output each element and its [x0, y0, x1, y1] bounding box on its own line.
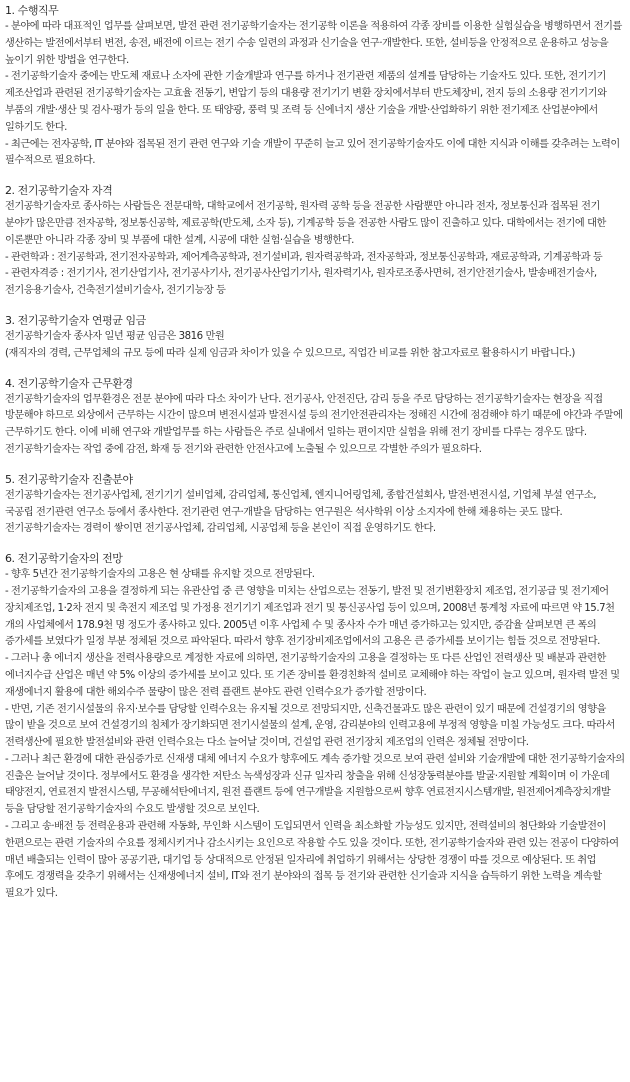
paragraph: 전기공학기술자의 업무환경은 전문 분야에 따라 다소 차이가 난다. 전기공사, 안전진단, 감리 등을 주로 담당하는 전기공학기술자는 현장을 직접 방문해야 하므로 외상에서 근무하는 시간이 많으며 변전시설과 발전시설 등의 전기안전관리자는 정해진 시간에 점검해야 하기 때문에 야간과 주말에 근무하기도 한다. 이에 비해 연구와 개발업무를 하는 사람들은 주로 실내에서 일하는 편이지만 실험을 위해 전기 장비를 다루는 경우도 많다. [5, 393, 623, 439]
section-job-duties [5, 2, 626, 170]
paragraph: 전기공학기술자는 작업 중에 감전, 화재 등 전기와 관련한 안전사고에 노출될 수 있으므로 각별한 주의가 필요하다. [5, 443, 482, 455]
paragraph: - 그러나 최근 환경에 대한 관심증가로 신재생 대체 에너지 수요가 향후에도 계속 증가할 것으로 보여 관련 설비와 기술개발에 대한 전기공학기술자의 진출은 늘어날 것이다. 정부에서도 환경을 생각한 저탄소 녹색성장과 신규 일자리 창출을 위해 신성장동력분야를 발굴·지원할 계획이며 이 가운데 태양전지, 연료전지 발전시스템, 무공해석탄에너지, 원전 플랜트 등에 연구개발을 지원함으로써 향후 연료전지시스템개발, 원전제어계측장치개발 등을 담당할 전기공학기술자의 수요도 발생할 것으로 보인다. [5, 753, 625, 816]
paragraph: - 최근에는 전자공학, IT 분야와 접목된 전기 관련 연구와 기술 개발이 꾸준히 늘고 있어 전기공학기술자도 이에 대한 지식과 이해를 갖추려는 노력이 필수적으로 필요하다. [5, 138, 620, 167]
section-outlook [5, 550, 626, 903]
paragraph: 전기공학기술자는 전기공사업체, 전기기기 설비업체, 감리업체, 통신업체, 엔지니어링업체, 종합건설회사, 발전·변전시설, 기업체 부설 연구소, 국공립 전기관련 연구소 등에서 종사한다. 전기관련 연구·개발을 담당하는 연구원은 석사학위 이상 소지자에 한해 채용하는 곳도 많다. [5, 489, 597, 518]
section-average-wage [5, 312, 626, 363]
section-work-environment [5, 375, 626, 459]
paragraph: - 분야에 따라 대표적인 업무를 살펴보면, 발전 관련 전기공학기술자는 전기공학 이론을 적용하여 각종 장비를 이용한 실험실습을 병행하면서 전기를 생산하는 발전에서부터 변전, 송전, 배전에 이르는 전기 수송 일련의 과정과 신기술을 연구·개발한다. 또한, 설비등을 안정적으로 운용하고 성능을 높이기 위한 방법을 연구한다. [5, 21, 622, 66]
section-title: 4. 전기공학기술자 근무환경 [5, 376, 133, 390]
paragraph: (재직자의 경력, 근무업체의 규모 등에 따라 실제 임금과 차이가 있을 수 있으므로, 직업간 비교를 위한 참고자료로 활용하시기 바랍니다.) [5, 347, 575, 359]
paragraph: - 그러나 총 에너지 생산을 전력사용량으로 계정한 자료에 의하면, 전기공학기술자의 고용을 결정하는 또 다른 산업인 전력생산 및 배분과 관련한 에너지수급 산업은 매년 약 5% 이상의 증가세를 보이고 있다. 또 기존 장비를 환경친화적 설비로 교체해야 하는 작업이 늘고 있으며, 원자력 발전 및 재생에너지 활용에 대한 해외수주 물량이 많은 전력 플랜트 분야도 관련 인력수요가 증가할 전망이다. [5, 653, 620, 698]
section-career-fields [5, 471, 626, 538]
section-title: 2. 전기공학기술자 자격 [5, 184, 113, 198]
paragraph: 전기공학기술자로 종사하는 사람들은 전문대학, 대학교에서 전기공학, 원자력 공학 등을 전공한 사람뿐만 아니라 전자, 정보통신과 접목된 전기 분야가 많은만큼 전자공학, 정보통신공학, 제료공학(반도체, 소자 등), 기계공학 등을 전공한 사람도 많이 진출하고 있다. 대학에서는 전기에 대한 이론뿐만 아니라 각종 장비 및 부품에 대한 설계, 시공에 대한 실험·실습을 병행한다. [5, 201, 606, 246]
paragraph: - 반면, 기존 전기시설물의 유지·보수를 담당할 인력수요는 유지될 것으로 전망되지만, 신축건물과도 많은 관련이 있기 때문에 건설경기의 영향을 많이 받을 것으로 보여 건설경기의 침체가 장기화되면 전기시설물의 설계, 운영, 감리분야의 인력고용에 부정적 영향을 미칠 가능성도 크다. 따라서 전력생산에 필요한 발전설비와 관련 인력수요는 다소 늘어날 것이며, 건설업 관련 전기장치 제조업의 인력은 정체될 전망이다. [5, 703, 615, 749]
paragraph: 전기공학기술자 종사자 일년 평균 임금은 3816 만원 [5, 330, 225, 342]
section-qualifications [5, 182, 626, 300]
section-title: 3. 전기공학기술자 연평균 임금 [5, 313, 146, 327]
paragraph: 전기공학기술자는 경력이 쌓이면 전기공사업체, 감리업체, 시공업체 등을 본인이 직접 운영하기도 한다. [5, 523, 436, 535]
paragraph: - 향후 5년간 전기공학기술자의 고용은 현 상태를 유지할 것으로 전망된다. [5, 569, 315, 581]
paragraph: - 그리고 송·배전 등 전력운용과 관련해 자동화, 무인화 시스템이 도입되면서 인력을 최소화할 가능성도 있지만, 전력설비의 첨단화와 기술발전이 한편으로는 관련 기술자의 수요를 정체시키거나 감소시키는 요인으로 작용할 수도 있을 것이다. 또한, 전기공학기술자와 관련 있는 전공이 다양하여 매년 배출되는 인력이 많아 공공기관, 대기업 등 상대적으로 안정된 일자리에 취업하기 위해서는 상당한 경쟁이 따를 것으로 예상된다. 또 취업 후에도 경쟁력을 갖추기 위해서는 신재생에너지 설비, IT와 전기 분야와의 접목 등 전기와 관련한 신기술과 지식을 습득하기 위한 노력을 계속할 필요가 있다. [5, 821, 619, 900]
section-title: 1. 수행직무 [5, 4, 59, 17]
paragraph: - 관련자격증 : 전기기사, 전기산업기사, 전기공사기사, 전기공사산업기기사, 원자력기사, 원자로조종사면허, 전기안전기술사, 발송배전기술사, 전기응용기술사, 건축전기설비기술사, 전기기능장 등 [5, 268, 597, 297]
section-title: 5. 전기공학기술자 진출분야 [5, 472, 133, 486]
section-title: 6. 전기공학기술자의 전망 [5, 552, 123, 566]
paragraph: - 전기공학기술자의 고용을 결정하게 되는 유관산업 중 큰 영향을 미치는 산업으로는 전동기, 발전 및 전기변환장치 제조업, 전기공급 및 전기제어 장치제조업, 1·2차 전지 및 축전지 제조업 및 가정용 전기기기 제조업과 전기 및 통신공사업 등이 있으며, 2008년 통계청 자료에 따르면 약 15.7천 개의 사업체에서 178.9천 명 정도가 종사하고 있다. 2005년 이후 사업체 수 및 종사자 수가 매년 증가하고는 있지만, 증감율 살펴보면 큰 폭의 증가세를 보였다가 일정 부분 정체된 것으로 파악된다. 따라서 향후 전기장비제조업에서의 고용은 큰 증가세를 보이기는 힘들 것으로 전망된다. [5, 585, 615, 648]
paragraph: - 관련학과 : 전기공학과, 전기전자공학과, 제어계측공학과, 전기설비과, 원자력공학과, 전자공학과, 정보통신공학과, 재료공학과, 기계공학과 등 [5, 251, 603, 263]
paragraph: - 전기공학기술자 중에는 반도체 재료나 소자에 관한 기술개발과 연구를 하거나 전기관련 제품의 설계를 담당하는 기술자도 있다. 또한, 전기기기 제조산업과 관련된 전기공학기술자는 고효율 전동기, 변압기 등의 대용량 전기기기 변환 장치에서부터 반도체장비, 전지 등의 소용량 전기기기와 부품의 개발·생산 및 검사·평가 등의 일을 한다. 또 태양광, 풍력 및 조력 등 신에너지 생산 기술을 개발·산업화하기 위한 전기제조 산업분야에서 일하기도 한다. [5, 71, 607, 133]
